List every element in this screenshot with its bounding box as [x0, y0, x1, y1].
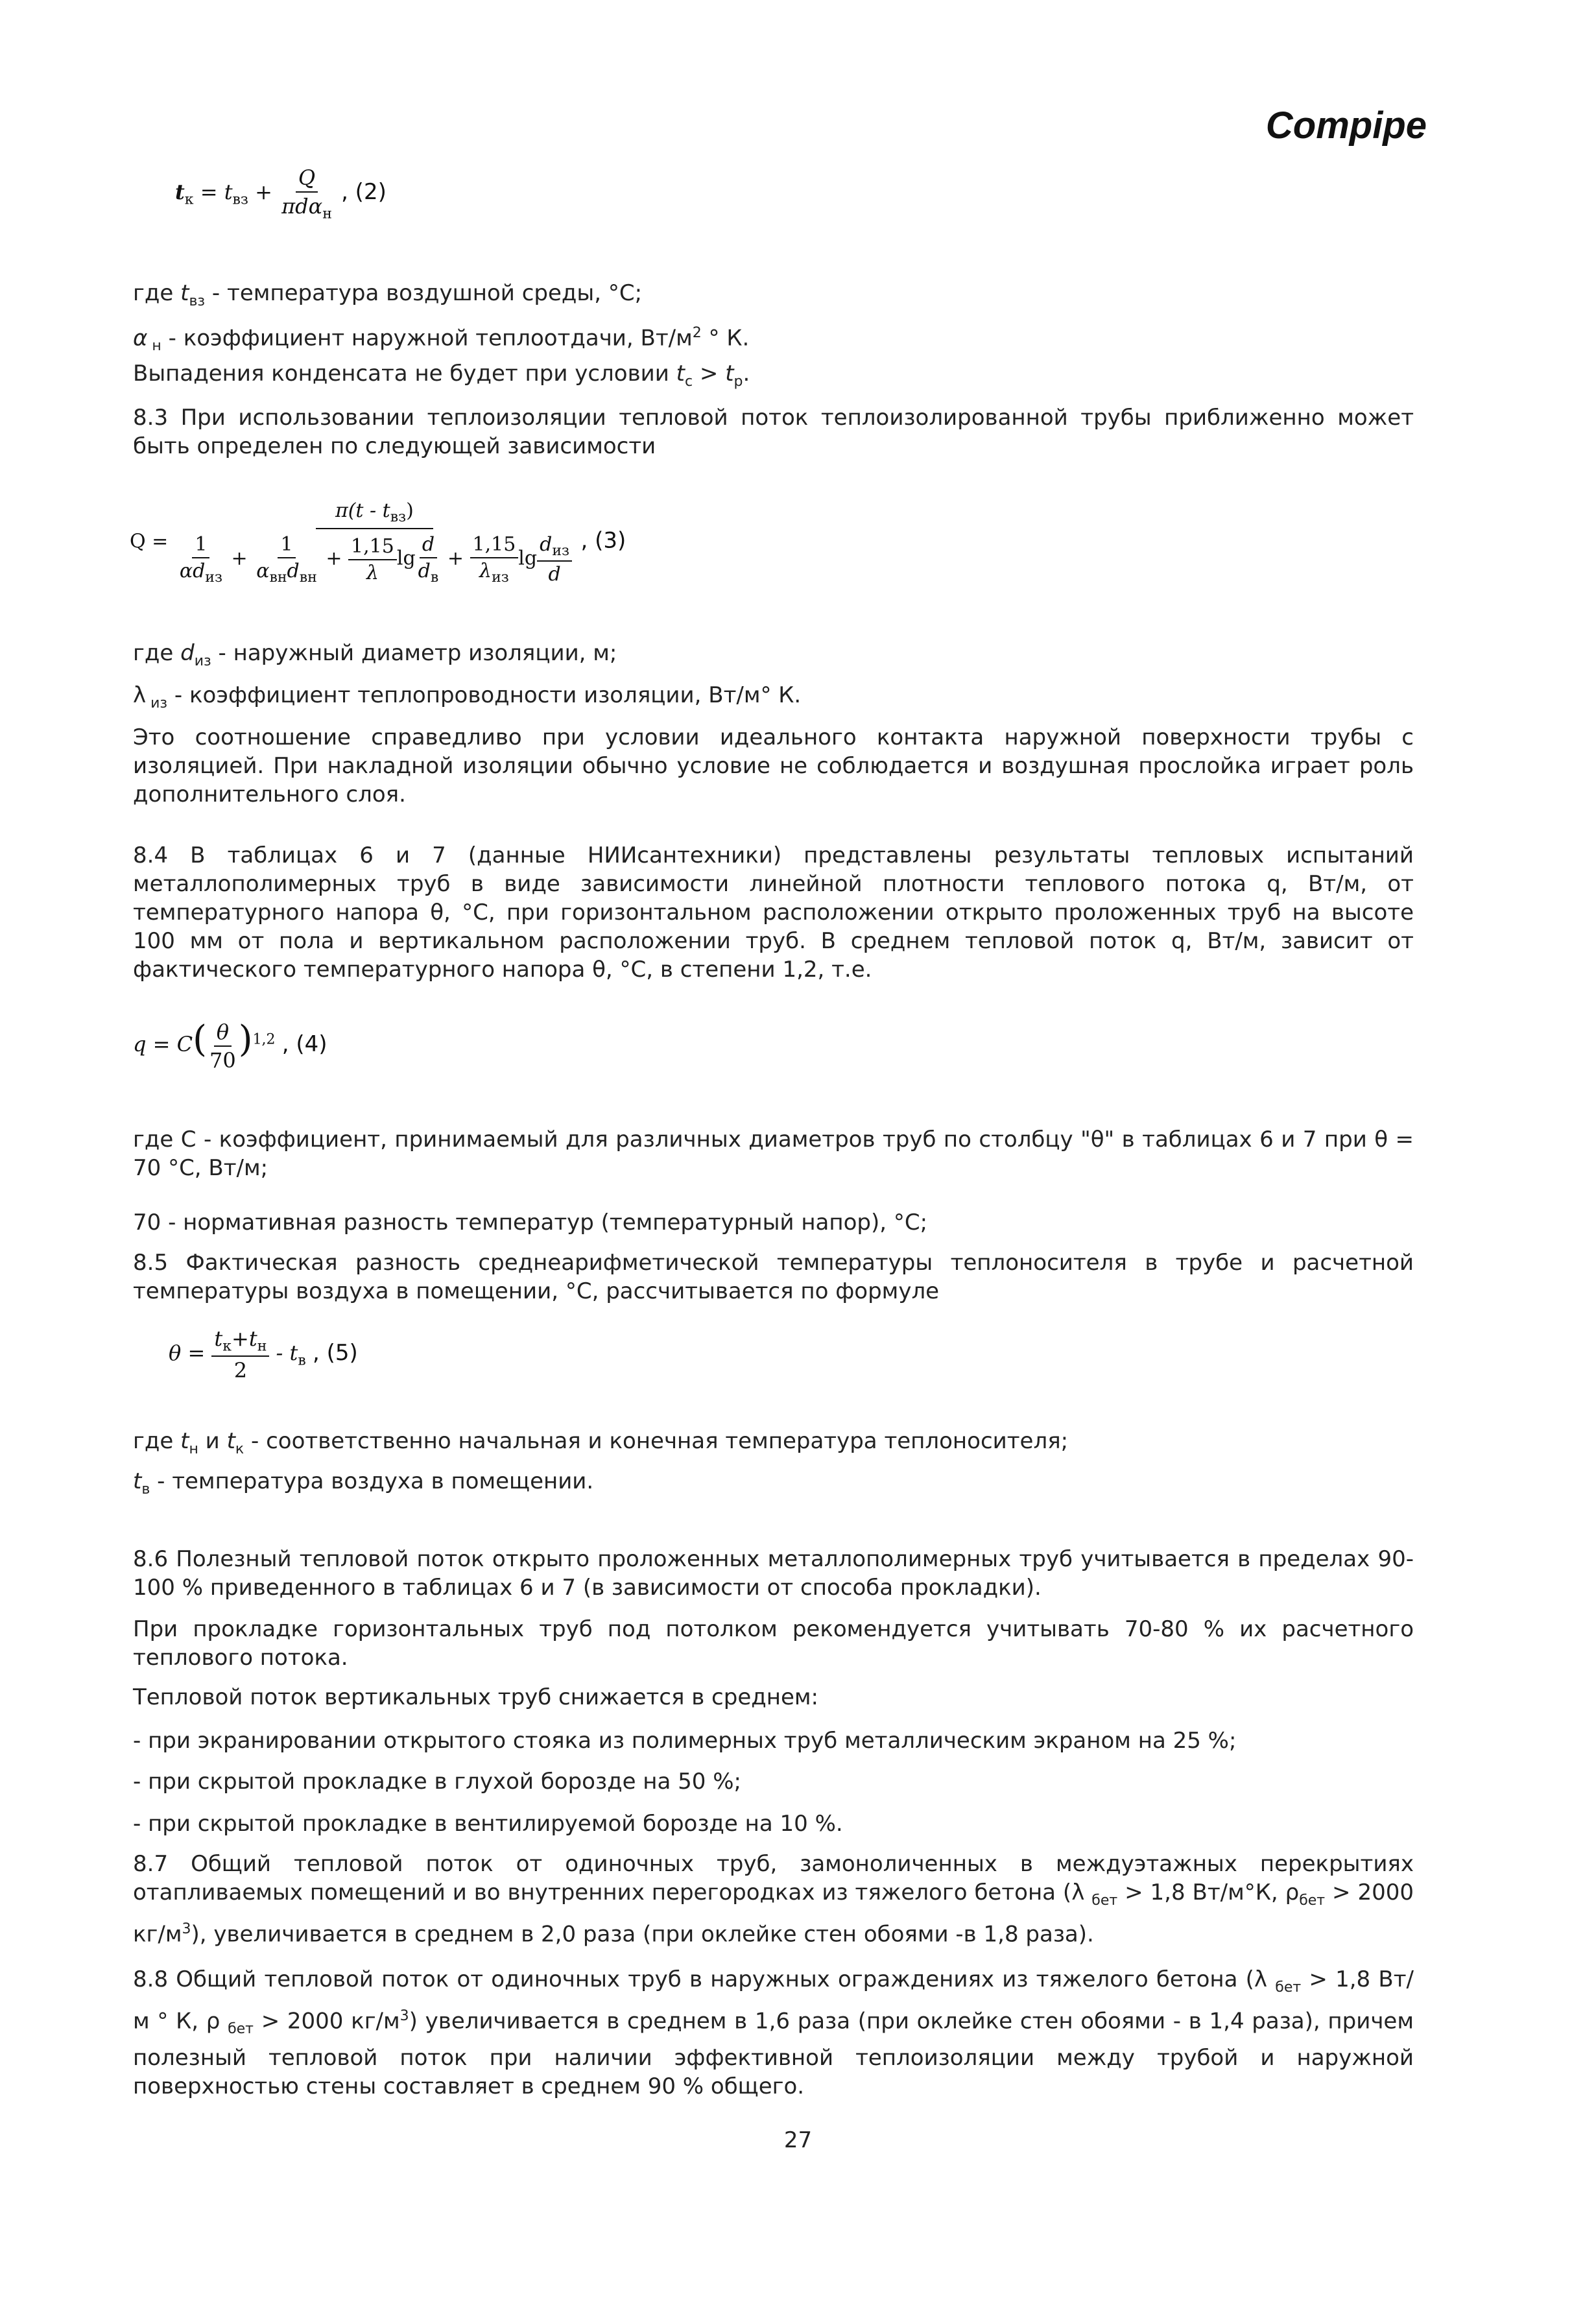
- definition-tv: $t_в$ - температура воздуха в помещении.: [133, 1468, 594, 1498]
- paragraph-vertical: Тепловой поток вертикальных труб снижается в среднем:: [133, 1684, 819, 1710]
- paragraph-8-7: 8.7 Общий тепловой поток от одиночных труб, замоноличенных в междуэтажных перекрытиях отапливаемых помещений и во внутренних перегородках из тяжелого бетона (λ $_{бет}$ > 1,8 Вт/м°К, $\rho_{бет} > 2000$ $кг/м^3$), увеличивается в среднем в 2,0 раза (при оклейке стен обоями -в 1,8 раза).: [133, 1851, 1414, 1948]
- paragraph-8-6: 8.6 Полезный тепловой поток открыто проложенных металлополимерных труб учитывается в пределах 90-100 % приведенного в таблицах 6 и 7 (в зависимости от способа прокладки).: [133, 1546, 1414, 1601]
- formula-4: q = C( $\frac{\theta}{70}$ )$^{1,2}$ , (4): [133, 1018, 328, 1073]
- paragraph-contact: Это соотношение справедливо при условии идеального контакта наружной поверхности трубы с изоляцией. При накладной изоляции обычно условие не соблюдается и воздушная прослойка играет роль дополнительного слоя.: [133, 724, 1414, 807]
- definition-c: где С - коэффициент, принимаемый для различных диаметров труб по столбцу "θ" в таблицах 6 и 7 при θ = 70 °С, Вт/м;: [133, 1127, 1414, 1181]
- condensate-condition: Выпадения конденсата не будет при условии $t_с > t_р$.: [133, 361, 750, 390]
- paragraph-8-5: 8.5 Фактическая разность среднеарифметической температуры теплоносителя в трубе и расчетной температуры воздуха в помещении, °С, рассчитывается по формуле: [133, 1250, 1414, 1304]
- brand-logo: Compipe: [1265, 104, 1427, 147]
- formula-3: Q = $\pi(t - t_{вз})$ $\frac{1}{\alpha d_{из}}$ + $\frac{1}{\alpha_{вн}d_{вн}}$ + $\frac{1,15}{\lambda}$ lg $\frac{d}{d_в}$ + $\frac{1,15}{\lambda_{из}}$ lg $\frac{d_{из}}{d}$ , (3): [130, 499, 626, 586]
- page-number: 27: [783, 2127, 813, 2153]
- paragraph-8-4: 8.4 В таблицах 6 и 7 (данные НИИсантехники) представлены результаты тепловых испытаний металлополимерных труб в виде зависимости линейной плотности теплового потока q, Вт/м, от температурного напора θ, °С, при горизонтальном расположении открыто проложенных труб на высоте 100 мм от пола и вертикальном расположении труб. В среднем тепловой поток q, Вт/м, зависит от фактического температурного напора θ, °С, в степени 1,2, т.е.: [133, 842, 1414, 983]
- bullet-item: - при скрытой прокладке в вентилируемой борозде на 10 %.: [133, 1811, 843, 1837]
- definition-d-iz: где $d_{из}$ - наружный диаметр изоляции, м;: [133, 640, 617, 669]
- paragraph-8-8: 8.8 Общий тепловой поток от одиночных труб в наружных ограждениях из тяжелого бетона (λ $_{бет}$ > 1,8 Вт/м ° К, ρ $_{бет}$ > 2000 $кг/м^3$) увеличивается в среднем в 1,6 раза (при оклейке стен обоями - в 1,4 раза), причем полезный тепловой поток при наличии эффективной теплоизоляции между трубой и наружной поверхностью стены составляет в среднем 90 % общего.: [133, 1966, 1414, 2099]
- bullet-item: - при скрытой прокладке в глухой борозде на 50 %;: [133, 1769, 742, 1795]
- paragraph-8-3: 8.3 При использовании теплоизоляции тепловой поток теплоизолированной трубы приближенно может быть определен по следующей зависимости: [133, 405, 1414, 459]
- bullet-item: - при экранировании открытого стояка из полимерных труб металлическим экраном на 25 %;: [133, 1728, 1237, 1754]
- definition-70: 70 - нормативная разность температур (температурный напор), °С;: [133, 1210, 928, 1236]
- definition-lambda-iz: λ $_{из}$ - коэффициент теплопроводности изоляции, Вт/м° К.: [133, 682, 802, 711]
- definition-alpha: α $_н$ - коэффициент наружной теплоотдачи, $Вт/м^2$ ° К.: [133, 325, 750, 355]
- definition-t-air: где $t_{вз}$ - температура воздушной среды, °С;: [133, 280, 643, 309]
- formula-2: $t_к = t_{вз}$ + $\frac{Q}{\pi d\alpha_н}$ , (2): [175, 165, 387, 222]
- formula-5: θ = $\frac{t_к+t_н}{2}$ - $t_в$ , (5): [169, 1326, 358, 1383]
- paragraph-ceiling: При прокладке горизонтальных труб под потолком рекомендуется учитывать 70-80 % их расчетного теплового потока.: [133, 1616, 1414, 1671]
- definition-tn-tk: где $t_н$ и $t_к$ - соответственно начальная и конечная температура теплоносителя;: [133, 1428, 1069, 1457]
